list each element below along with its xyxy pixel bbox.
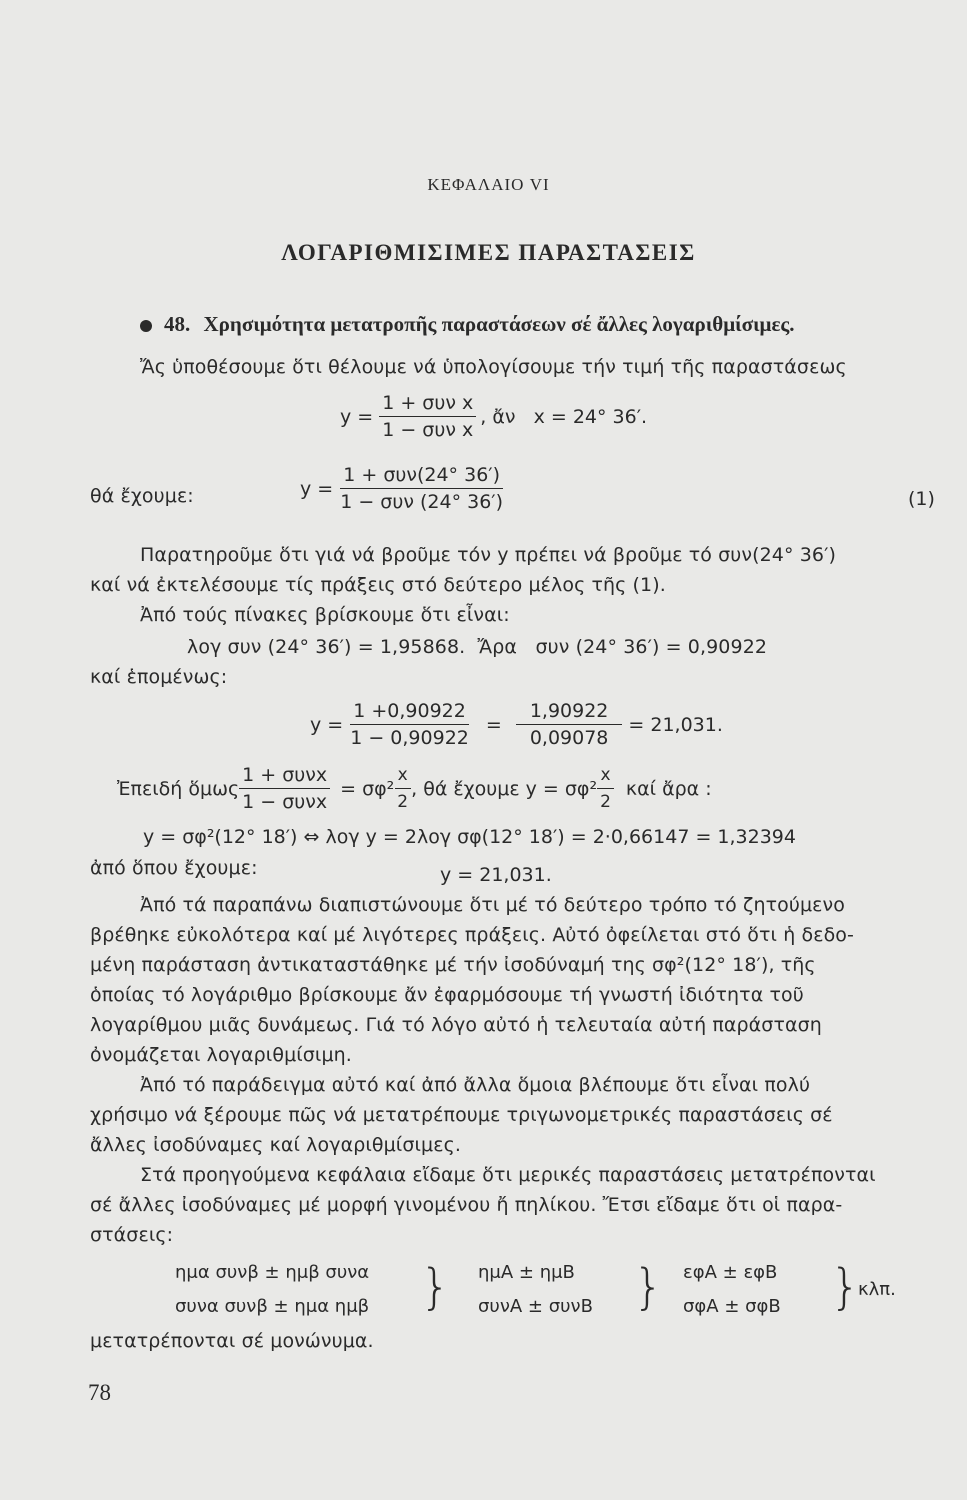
group-1-item: συνα συνβ ± ημα ημβ [175,1296,370,1317]
eq3-result: = 21,031. [628,713,723,736]
page-number: 78 [88,1380,111,1405]
paragraph-3-line: Ἀπό τά παραπάνω διαπιστώνουμε ὅτι μέ τό δεύτερο τρόπο τό ζητούμενο [140,894,845,916]
eq4-mid-2: , θά ἔχουμε y = σφ² [411,777,598,800]
brace-2: } [633,1259,664,1315]
equation-3 [310,700,723,749]
paragraph-4-line: χρήσιμο νά ξέρουμε πῶς νά μετατρέπουμε τριγωνομετρικές παραστάσεις σέ [90,1104,833,1126]
paragraph-2-line-1: Ἀπό τούς πίνακες βρίσκουμε ὅτι εἶναι: [140,604,510,626]
paragraph-1-line-2: καί νά ἐκτελέσουμε τίς πράξεις στό δεύτερο μέλος τῆς (1). [90,574,666,596]
thus-label: καί ἑπομένως: [90,666,228,688]
eq1-condition: , ἄν x = 24° 36′. [480,405,648,428]
eq4-half-fraction-1 [394,764,411,813]
section-heading [140,312,795,337]
brace-3: } [830,1259,861,1315]
eq2-label: θά ἔχουμε: [90,485,194,507]
eq4-suffix: καί ἄρα : [625,777,712,800]
paragraph-3-line: ὀνομάζεται λογαριθμίσιμη. [90,1044,352,1066]
group-1-item: ημα συνβ ± ημβ συνα [175,1262,370,1283]
intro-text: Ἄς ὑποθέσουμε ὅτι θέλουμε νά ὑπολογίσουμε τήν τιμή τῆς παραστάσεως [140,356,847,378]
eq4-half-den-2: 2 [600,792,611,812]
group-3-item: εφΑ ± εφΒ [683,1262,778,1283]
paragraph-3-line: ὁποίας τό λογάριθμο βρίσκουμε ἄν ἐφαρμόσουμε τή γνωστή ἰδιότητα τοῦ [90,984,804,1006]
equation-1 [340,392,647,441]
paragraph-1-line-1: Παρατηροῦμε ὅτι γιά νά βροῦμε τόν y πρέπει νά βροῦμε τό συν(24° 36′) [140,544,837,566]
group-2 [478,1256,593,1324]
eq3-denominator-1: 1 − 0,90922 [350,727,469,749]
eq3-equals: = [485,713,502,736]
eq4-fraction [239,764,330,813]
group-3-item: σφΑ ± σφΒ [683,1296,781,1317]
eq3-lhs: y = [310,713,344,736]
eq2-denominator: 1 − συν (24° 36′) [340,491,504,513]
group-1 [175,1256,369,1324]
eq3-fraction-1 [347,700,472,749]
group-2-item: ημΑ ± ημΒ [478,1262,575,1283]
chapter-title: ΛΟΓΑΡΙΘΜΙΣΙΜΕΣ ΠΑΡΑΣΤΑΣΕΙΣ [281,240,696,265]
paragraph-5-line: Στά προηγούμενα κεφάλαια εἴδαμε ὅτι μερικές παραστάσεις μετατρέπονται [140,1164,876,1186]
eq1-fraction [379,392,476,441]
closing-line: μετατρέπονται σέ μονώνυμα. [90,1330,374,1352]
eq2-tag: (1) [908,488,935,510]
eq1-lhs: y = [340,405,374,428]
paragraph-5-line: σέ ἄλλες ἰσοδύναμες μέ μορφή γινομένου ἤ πηλίκου. Ἔτσι εἴδαμε ὅτι οἱ παρα- [90,1194,843,1216]
eq3-numerator-1: 1 +0,90922 [350,700,469,725]
eq3-fraction-2 [516,700,623,749]
etc-label: κλπ. [858,1279,896,1300]
eq6-label: ἀπό ὅπου ἔχουμε: [90,857,258,879]
paragraph-4-line: Ἀπό τό παράδειγμα αὐτό καί ἀπό ἄλλα ὅμοια βλέπουμε ὅτι εἶναι πολύ [140,1074,811,1096]
group-2-item: συνΑ ± συνΒ [478,1296,593,1317]
brace-1: } [420,1259,451,1315]
eq1-denominator: 1 − συν x [382,419,474,441]
equation-4 [117,764,712,813]
paragraph-5-line: στάσεις: [90,1224,174,1246]
eq4-prefix: Ἐπειδή ὅμως [117,777,240,800]
bullet-icon [140,320,152,332]
log-line: λογ συν (24° 36′) = 1,95868. Ἄρα συν (24° 36′) = 0,90922 [187,636,768,658]
paragraph-4-line: ἄλλες ἰσοδύναμες καί λογαριθμίσιμες. [90,1134,461,1156]
eq4-half-fraction-2 [597,764,614,813]
paragraph-3-line: λογαρίθμου μιᾶς δυνάμεως. Γιά τό λόγο αὐτό ἡ τελευταία αὐτή παράσταση [90,1014,822,1036]
paragraph-3-line: βρέθηκε εὐκολότερα καί μέ λιγότερες πράξεις. Αὐτό ὀφείλεται στό ὅτι ἡ δεδο- [90,924,854,946]
equation-5: y = σφ²(12° 18′) ⇔ λογ y = 2λογ σφ(12° 18′) = 2·0,66147 = 1,32394 [143,826,796,848]
section-title: Χρησιμότητα μετατροπῆς παραστάσεων σέ ἄλλες λογαριθμίσιμες. [203,312,795,336]
eq4-half-num-1: x [395,764,411,789]
chapter-label: ΚΕΦΑΛΑΙΟ VI [427,175,550,194]
eq6-value: y = 21,031. [440,864,552,886]
eq2-fraction [337,464,506,513]
eq3-numerator-2: 1,90922 [516,700,623,725]
eq4-denominator: 1 − συνx [242,791,328,813]
equation-2 [300,464,506,513]
eq4-numerator: 1 + συνx [239,764,330,789]
eq1-numerator: 1 + συν x [379,392,476,417]
eq2-numerator: 1 + συν(24° 36′) [340,464,503,489]
eq4-mid-1: = σφ² [340,777,395,800]
group-3 [683,1256,781,1324]
section-number: 48. [164,312,191,336]
eq3-denominator-2: 0,09078 [529,727,609,749]
eq2-lhs: y = [300,477,334,500]
eq4-half-den-1: 2 [397,792,409,812]
eq4-half-num-2: x [597,764,613,789]
paragraph-3-line: μένη παράσταση ἀντικαταστάθηκε μέ τήν ἰσοδύναμή της σφ²(12° 18′), τῆς [90,954,816,976]
